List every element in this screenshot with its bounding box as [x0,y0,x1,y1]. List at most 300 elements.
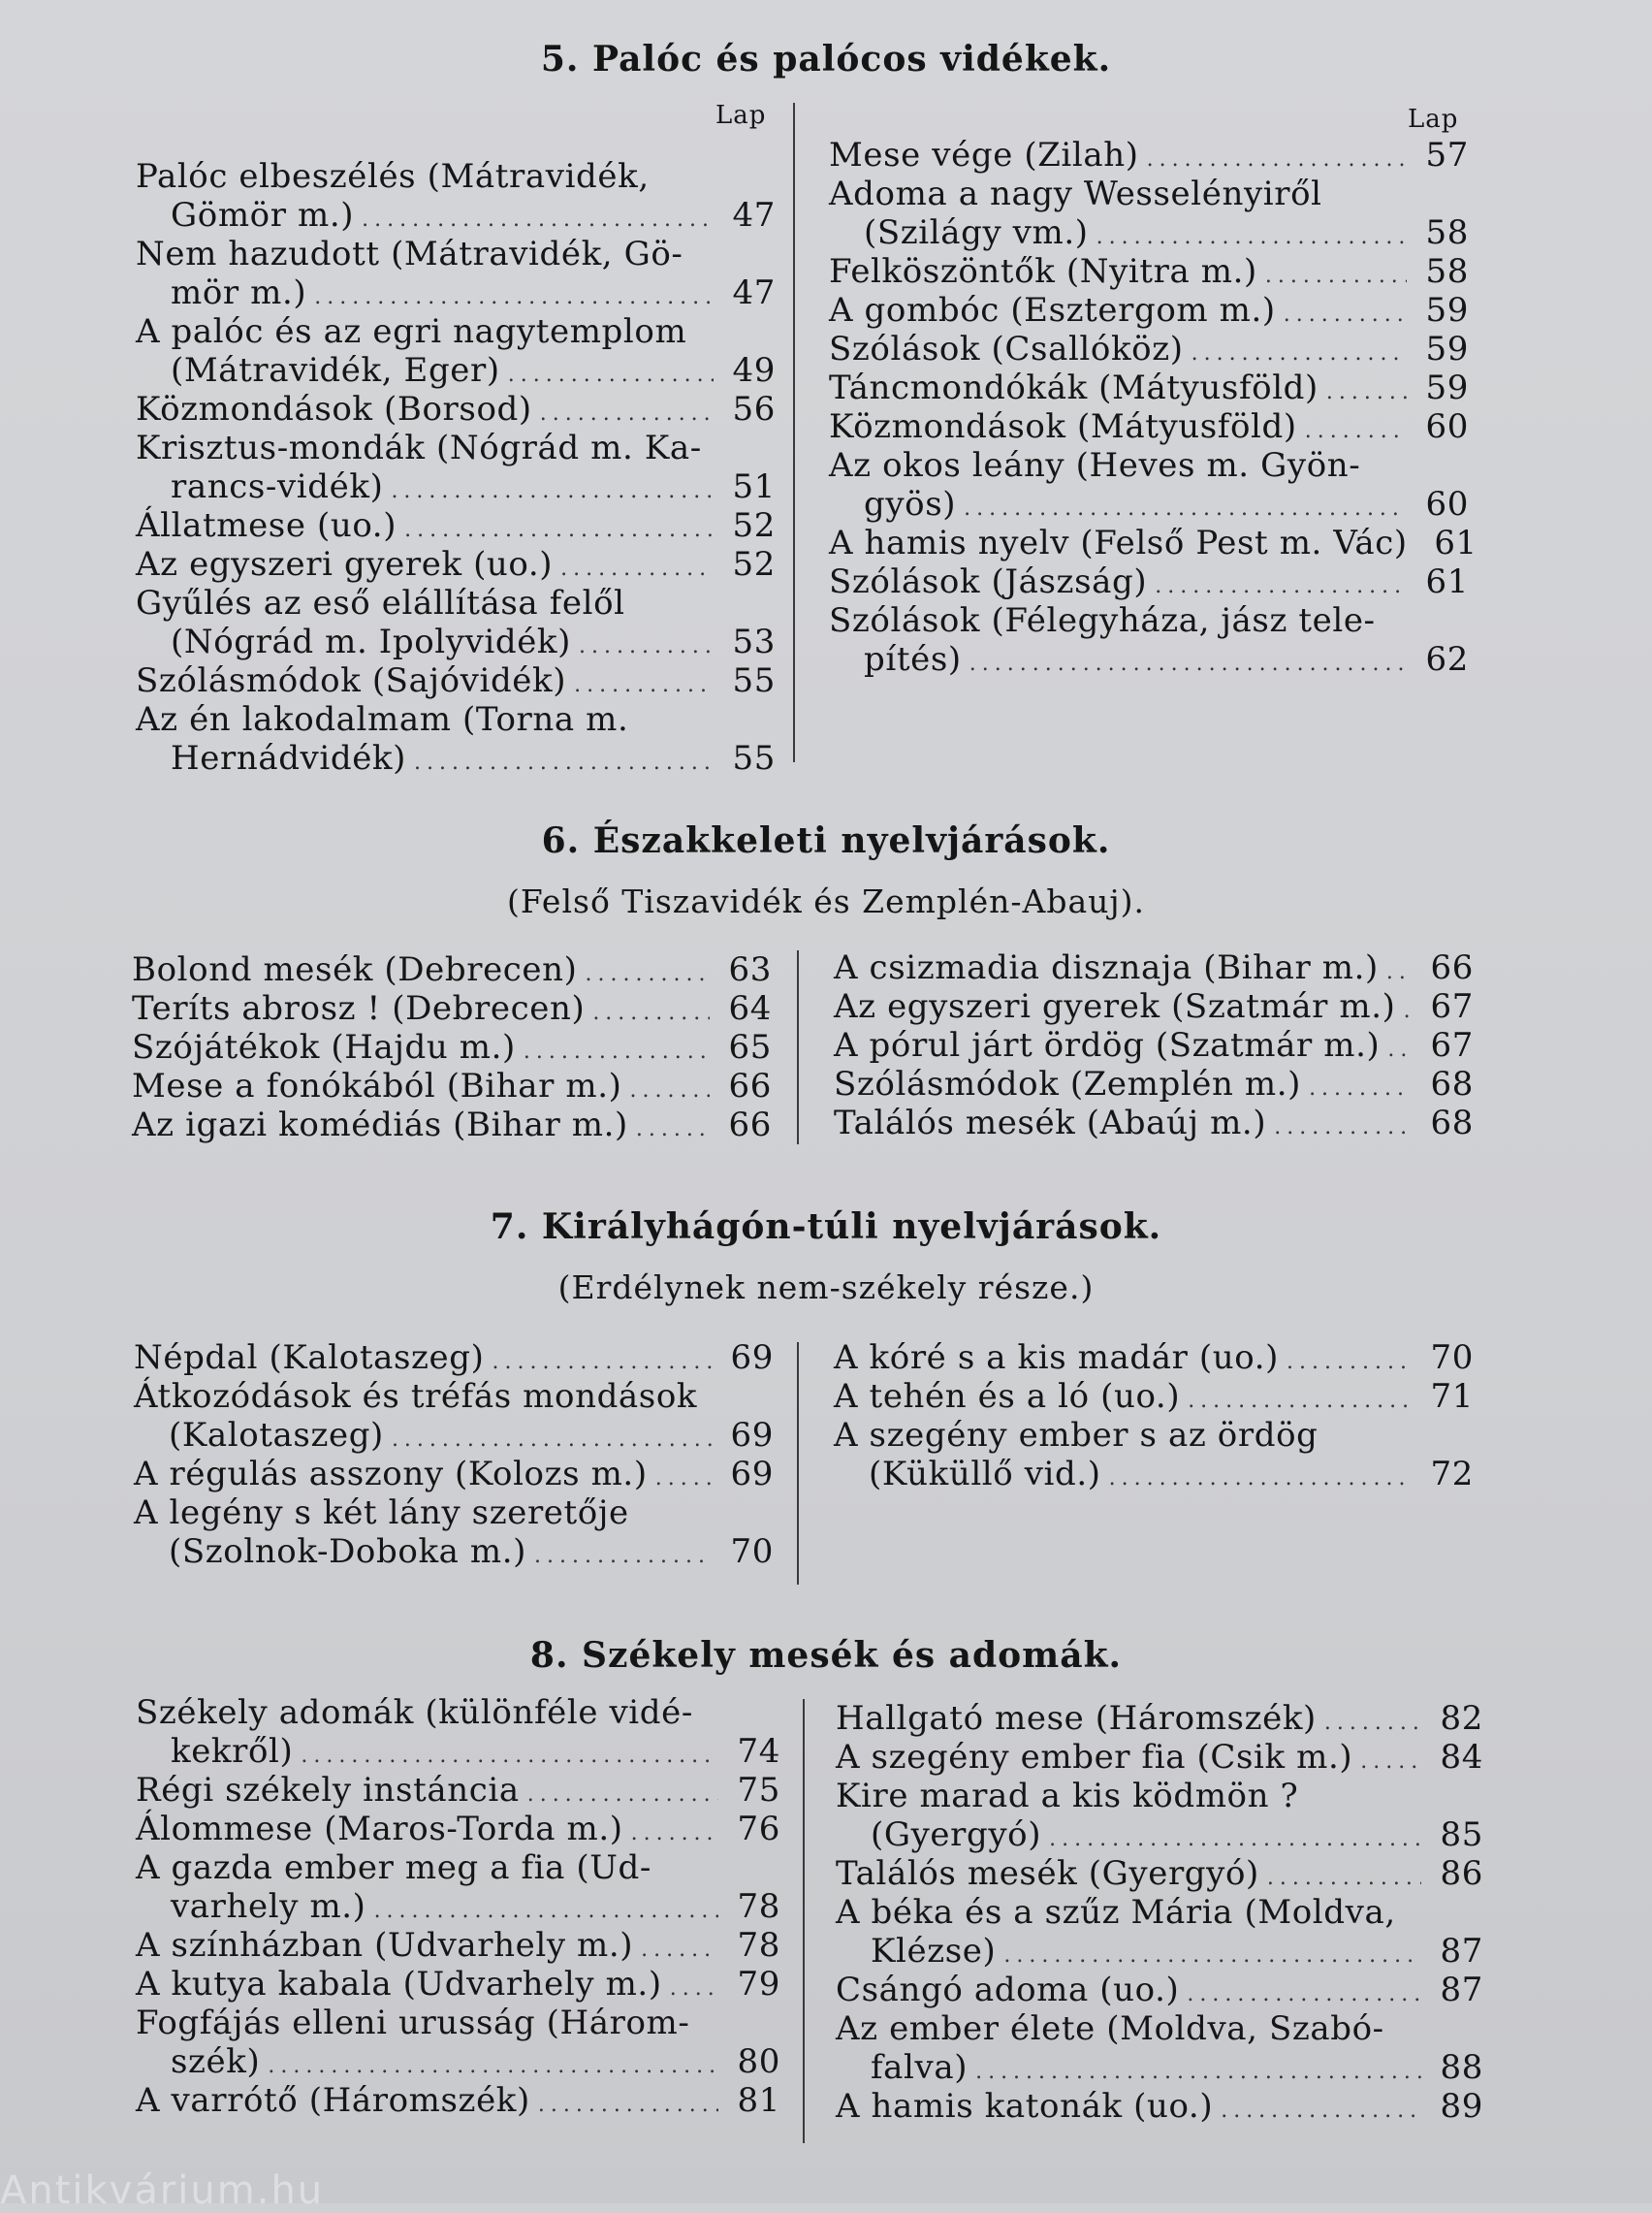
toc-entry [136,2081,780,2120]
toc-entry [829,562,1469,601]
page-number: 59 [1425,330,1469,369]
toc-entry [132,1028,772,1067]
page-number: 69 [730,1455,774,1493]
toc-entry-text: falva) [871,2048,969,2087]
toc-entry-line [836,2087,1483,2126]
dot-leader [1387,1031,1412,1070]
toc-entry-text: (Kalotaszeg) [169,1416,384,1455]
toc-entry-line [136,1926,780,1965]
page-number: 89 [1440,2087,1483,2126]
toc-entry-line [136,351,776,390]
toc-entry-line [136,545,776,584]
page-number: 74 [737,1732,780,1771]
page-number: 86 [1440,1854,1483,1893]
toc-entry-line [134,1338,774,1377]
toc-entry-text: Mese a fonókából (Bihar m.) [132,1067,622,1106]
page-number: 78 [737,1926,780,1965]
toc-entry-line [136,739,776,778]
toc-entry-text: A gombóc (Esztergom m.) [829,291,1276,330]
page-number: 62 [1425,640,1469,679]
page-number: 51 [732,467,776,506]
dot-leader [362,201,714,240]
toc-entry-text: Szójátékok (Hajdu m.) [132,1028,516,1067]
page-number: 80 [737,2042,780,2081]
toc-entry [136,1810,780,1848]
toc-entry-text: A tehén és a ló (uo.) [834,1377,1181,1416]
section-8-left-column [136,1693,780,2120]
toc-entry [829,407,1469,446]
toc-entry-text: Szólások (Félegyháza, jász tele- [829,601,1376,640]
toc-entry-text: (Küküllő vid.) [869,1455,1101,1493]
toc-entry [836,1699,1483,1738]
toc-entry-line [834,1338,1474,1377]
page-number: 52 [732,545,776,584]
toc-entry-text: A varrótő (Háromszék) [136,2081,530,2120]
toc-entry-line [836,2009,1483,2048]
toc-entry-text: Nem hazudott (Mátravidék, Gö- [136,235,683,273]
dot-leader [1221,2092,1421,2131]
dot-leader [574,666,714,705]
toc-entry [836,1893,1483,1971]
toc-entry-line [836,1777,1483,1815]
toc-entry-text: Krisztus-mondák (Nógrád m. Ka- [136,429,702,467]
toc-entry [136,235,776,312]
toc-entry-line [132,989,772,1028]
toc-entry [134,1455,774,1493]
column-divider [793,103,795,762]
toc-entry [829,369,1469,407]
toc-entry-line [134,1377,774,1416]
dot-leader [1187,1975,1421,2014]
dot-leader [268,2047,718,2086]
toc-entry-line [829,330,1469,369]
toc-entry-text: A pórul járt ördög (Szatmár m.) [834,1026,1381,1065]
section-8-right-column [836,1699,1483,2126]
toc-entry-line [834,1065,1474,1104]
toc-entry-text: gyös) [864,485,957,524]
toc-entry-line [829,369,1469,407]
toc-entry-text: Az én lakodalmam (Torna m. [136,700,629,739]
toc-entry-text: A régulás asszony (Kolozs m.) [134,1455,648,1493]
toc-entry-line [136,1810,780,1848]
dot-leader [301,1737,718,1776]
toc-entry-line [132,950,772,989]
dot-leader [314,278,714,317]
toc-entry-text: A hamis katonák (uo.) [836,2087,1214,2126]
toc-entry [829,446,1469,524]
toc-entry-line [136,661,776,700]
dot-leader [1287,1343,1412,1382]
toc-entry-text: varhely m.) [171,1887,366,1926]
lap-label-right: Lap [1408,105,1459,134]
dot-leader [534,1537,712,1576]
toc-entry-text: A kutya kabala (Udvarhely m.) [136,1965,662,2004]
toc-entry-line [829,136,1469,175]
toc-entry [834,1416,1474,1493]
dot-leader [540,395,714,433]
page-number: 58 [1425,252,1469,291]
page-number: 70 [730,1532,774,1571]
toc-entry [836,2009,1483,2087]
page-number: 87 [1440,1971,1483,2009]
toc-entry-line [136,2042,780,2081]
page-number: 58 [1425,213,1469,252]
page-number: 53 [732,623,776,661]
toc-entry-text: Gömör m.) [171,196,355,235]
toc-entry-text: Bolond mesék (Debrecen) [132,950,578,989]
toc-entry [836,2087,1483,2126]
toc-entry-text: Klézse) [871,1932,997,1971]
page-number: 55 [732,661,776,700]
section-7-left-column [134,1338,774,1571]
toc-entry-text: A kóré s a kis madár (uo.) [834,1338,1279,1377]
toc-entry [136,584,776,661]
toc-entry-text: Táncmondókák (Mátyusföld) [829,369,1318,407]
toc-entry-text: Felköszöntők (Nyitra m.) [829,252,1257,291]
toc-entry [136,700,776,778]
dot-leader [670,1970,718,2008]
dot-leader [1265,257,1407,296]
toc-entry-text: Közmondások (Borsod) [136,390,532,429]
toc-entry-line [829,213,1469,252]
toc-entry-line [134,1532,774,1571]
toc-entry [136,1926,780,1965]
toc-entry-text: Az okos leány (Heves m. Gyön- [829,446,1361,485]
dot-leader [636,1110,710,1149]
toc-entry-line [836,2048,1483,2087]
toc-entry-line [134,1416,774,1455]
toc-entry [834,987,1474,1026]
dot-leader [1109,1459,1412,1498]
page-number: 66 [728,1106,772,1144]
dot-leader [508,356,714,395]
toc-entry-text: Teríts abrosz ! (Debrecen) [132,989,586,1028]
toc-entry-text: pítés) [864,640,962,679]
page-number: 64 [728,989,772,1028]
toc-entry-line [834,1026,1474,1065]
toc-entry [132,1067,772,1106]
page-number: 79 [737,1965,780,2004]
toc-entry-text: Mese vége (Zilah) [829,136,1139,175]
toc-entry-text: Hernádvidék) [171,739,406,778]
toc-entry-text: Átkozódások és tréfás mondások [134,1377,698,1416]
toc-entry-line [134,1455,774,1493]
toc-entry-line [136,196,776,235]
page-number: 66 [1430,948,1474,987]
toc-entry [136,1848,780,1926]
toc-entry [136,1965,780,2004]
toc-entry-text: A színházban (Udvarhely m.) [136,1926,634,1965]
toc-entry-text: mör m.) [171,273,307,312]
dot-leader [492,1343,712,1382]
toc-entry-text: Hallgató mese (Háromszék) [836,1699,1317,1738]
toc-entry-text: Csángó adoma (uo.) [836,1971,1180,2009]
toc-entry-line [136,700,776,739]
toc-entry-text: Palóc elbeszélés (Mátravidék, [136,157,650,196]
dot-leader [1096,218,1407,257]
toc-entry-text: A szegény ember fia (Csik m.) [836,1738,1353,1777]
dot-leader [1003,1937,1421,1975]
page-number: 59 [1425,369,1469,407]
toc-entry-line [136,2004,780,2042]
page-number: 67 [1430,1026,1474,1065]
section-5-title: 5. Palóc és palócos vidékek. [540,39,1112,80]
page-number: 57 [1425,136,1469,175]
page-number: 68 [1430,1104,1474,1142]
toc-entry-line [829,601,1469,640]
toc-entry [136,157,776,235]
page-number: 52 [732,506,776,545]
toc-entry-text: A szegény ember s az ördög [834,1416,1318,1455]
toc-entry-line [836,1738,1483,1777]
toc-entry [834,1377,1474,1416]
toc-entry-text: Az igazi komédiás (Bihar m.) [132,1106,628,1144]
toc-entry-text: (Gyergyó) [871,1815,1042,1854]
toc-entry [134,1377,774,1455]
toc-entry [829,330,1469,369]
dot-leader [1147,141,1407,179]
page-number: 82 [1440,1699,1483,1738]
section-6-subtitle: (Felső Tiszavidék és Zemplén-Abauj). [506,882,1146,920]
page-number: 60 [1425,407,1469,446]
toc-entry-text: Állatmese (uo.) [136,506,397,545]
toc-entry-text: szék) [171,2042,261,2081]
page-number: 55 [732,739,776,778]
toc-entry-line [136,1848,780,1887]
dot-leader [1284,296,1407,335]
dot-leader [1188,1382,1412,1421]
toc-entry-text: Szólások (Jászság) [829,562,1148,601]
watermark: Antikvárium.hu [0,2168,325,2213]
dot-leader [1404,992,1412,1031]
toc-entry-text: Szólásmódok (Sajóvidék) [136,661,567,700]
page-number: 70 [1430,1338,1474,1377]
toc-entry [134,1338,774,1377]
page-number: 68 [1430,1065,1474,1104]
toc-entry-line [829,562,1469,601]
lap-label-left: Lap [715,101,767,130]
section-6-left-column [132,950,772,1144]
dot-leader [1305,412,1407,451]
dot-leader [1155,567,1407,606]
toc-entry-line [836,1699,1483,1738]
toc-entry-line [829,640,1469,679]
page-number: 49 [732,351,776,390]
toc-entry-text: A hamis nyelv (Felső Pest m. Vác) [829,524,1408,562]
toc-entry [834,1104,1474,1142]
toc-entry-line [136,273,776,312]
page-number: 66 [728,1067,772,1106]
toc-entry-text: Kire marad a kis ködmön ? [836,1777,1299,1815]
page-number: 72 [1430,1455,1474,1493]
toc-entry-text: A csizmadia disznaja (Bihar m.) [834,948,1379,987]
toc-entry-text: Gyűlés az eső elállítása felől [136,584,625,623]
page-number: 88 [1440,2048,1483,2087]
toc-entry [134,1493,774,1571]
dot-leader [560,550,714,589]
toc-entry-text: Találós mesék (Abaúj m.) [834,1104,1267,1142]
toc-entry [136,661,776,700]
page-number: 78 [737,1887,780,1926]
toc-entry [829,252,1469,291]
toc-entry-line [136,390,776,429]
dot-leader [631,1814,718,1853]
column-divider [803,1699,805,2143]
toc-entry [136,390,776,429]
toc-entry-text: Az egyszeri gyerek (uo.) [136,545,554,584]
toc-entry-line [836,1893,1483,1932]
section-5-right-column [829,136,1477,679]
dot-leader [969,645,1407,684]
page-number: 87 [1440,1932,1483,1971]
toc-entry-line [829,446,1469,485]
dot-leader [1360,1743,1421,1781]
page-number: 61 [1425,562,1469,601]
toc-entry [829,291,1469,330]
section-7-right-column [834,1338,1474,1493]
toc-entry-line [836,1971,1483,2009]
toc-entry-line [836,1932,1483,1971]
toc-entry-line [132,1067,772,1106]
toc-entry-text: Fogfájás elleni urusság (Három- [136,2004,690,2042]
page-number: 59 [1425,291,1469,330]
toc-entry [136,545,776,584]
dot-leader [524,1033,710,1072]
dot-leader [579,627,714,666]
toc-entry-text: (Szolnok-Doboka m.) [169,1532,527,1571]
toc-entry-line [834,1104,1474,1142]
toc-entry-line [136,1693,780,1732]
toc-entry [829,175,1469,252]
dot-leader [1049,1820,1421,1859]
toc-entry [836,1971,1483,2009]
toc-entry-line [136,2081,780,2120]
toc-entry [836,1854,1483,1893]
toc-entry [136,2004,780,2081]
page-number: 56 [732,390,776,429]
toc-entry [132,950,772,989]
dot-leader [655,1459,712,1498]
toc-entry [834,1338,1474,1377]
dot-leader [975,2053,1421,2092]
toc-entry [136,1693,780,1771]
page-number: 71 [1430,1377,1474,1416]
dot-leader [1267,1859,1421,1898]
toc-entry [834,948,1474,987]
toc-entry-line [834,1416,1474,1455]
toc-entry [829,601,1469,679]
page-number: 47 [732,273,776,312]
toc-entry-text: Szólások (Csallóköz) [829,330,1184,369]
dot-leader [374,1892,718,1931]
page-number: 69 [730,1338,774,1377]
page-number: 84 [1440,1738,1483,1777]
section-6-right-column [834,948,1474,1142]
toc-entry-text: Székely adomák (különféle vidé- [136,1693,693,1732]
toc-entry-line [136,467,776,506]
toc-entry-line [136,1771,780,1810]
toc-entry-line [834,948,1474,987]
dot-leader [1309,1070,1412,1108]
page-number: 76 [737,1810,780,1848]
toc-entry-line [834,1455,1474,1493]
toc-entry-text: (Nógrád m. Ipolyvidék) [171,623,571,661]
toc-entry-line [834,987,1474,1026]
toc-entry-text: rancs-vidék) [171,467,384,506]
toc-entry-line [829,291,1469,330]
page-number: 69 [730,1416,774,1455]
column-divider [797,1342,799,1585]
dot-leader [527,1776,718,1814]
toc-entry [136,312,776,390]
toc-entry-text: A legény s két lány szeretője [134,1493,629,1532]
toc-entry-text: A gazda ember meg a fia (Ud- [136,1848,651,1887]
dot-leader [1191,335,1407,373]
toc-entry-text: Az egyszeri gyerek (Szatmár m.) [834,987,1396,1026]
toc-entry [836,1738,1483,1777]
toc-entry-text: Adoma a nagy Wesselényiről [829,175,1322,213]
toc-entry [132,1106,772,1144]
toc-entry [834,1065,1474,1104]
section-5-left-column [136,157,776,778]
toc-entry-text: Régi székely instáncia [136,1771,520,1810]
toc-entry-text: Az ember élete (Moldva, Szabó- [836,2009,1384,2048]
page-number: 67 [1430,987,1474,1026]
toc-entry-line [136,235,776,273]
section-7-title: 7. Királyhágón-túli nyelvjárások. [490,1206,1162,1247]
toc-entry-line [836,1854,1483,1893]
page-number: 81 [737,2081,780,2120]
toc-entry-text: A palóc és az egri nagytemplom [136,312,687,351]
dot-leader [586,955,710,994]
section-8-title: 8. Székely mesék és adomák. [529,1635,1123,1676]
toc-entry-line [136,429,776,467]
toc-entry-line [136,1965,780,2004]
toc-entry-text: (Szilágy vm.) [864,213,1089,252]
dot-leader [629,1072,710,1110]
toc-entry-text: Álommese (Maros-Torda m.) [136,1810,623,1848]
toc-entry-line [136,1732,780,1771]
page-number: 85 [1440,1815,1483,1854]
dot-leader [414,744,714,783]
toc-entry [834,1026,1474,1065]
toc-entry-line [136,1887,780,1926]
toc-entry-line [136,312,776,351]
page-number: 75 [737,1771,780,1810]
toc-entry [829,136,1469,175]
toc-entry [132,989,772,1028]
toc-entry-line [136,623,776,661]
toc-entry-line [136,157,776,196]
dot-leader [1386,953,1412,992]
dot-leader [1324,1704,1421,1743]
column-divider [797,950,799,1144]
toc-entry-line [134,1493,774,1532]
toc-entry-line [836,1815,1483,1854]
toc-entry [836,1777,1483,1854]
page-number: 47 [732,196,776,235]
toc-entry-text: Találós mesék (Gyergyó) [836,1854,1259,1893]
section-6-title: 6. Északkeleti nyelvjárások. [541,820,1111,861]
toc-entry-text: (Mátravidék, Eger) [171,351,500,390]
toc-entry-line [829,175,1469,213]
toc-entry [136,1771,780,1810]
toc-entry-text: Népdal (Kalotaszeg) [134,1338,485,1377]
section-7-subtitle: (Erdélynek nem-székely része.) [557,1268,1095,1306]
dot-leader [1274,1108,1412,1147]
page-number: 65 [728,1028,772,1067]
page-number: 63 [728,950,772,989]
